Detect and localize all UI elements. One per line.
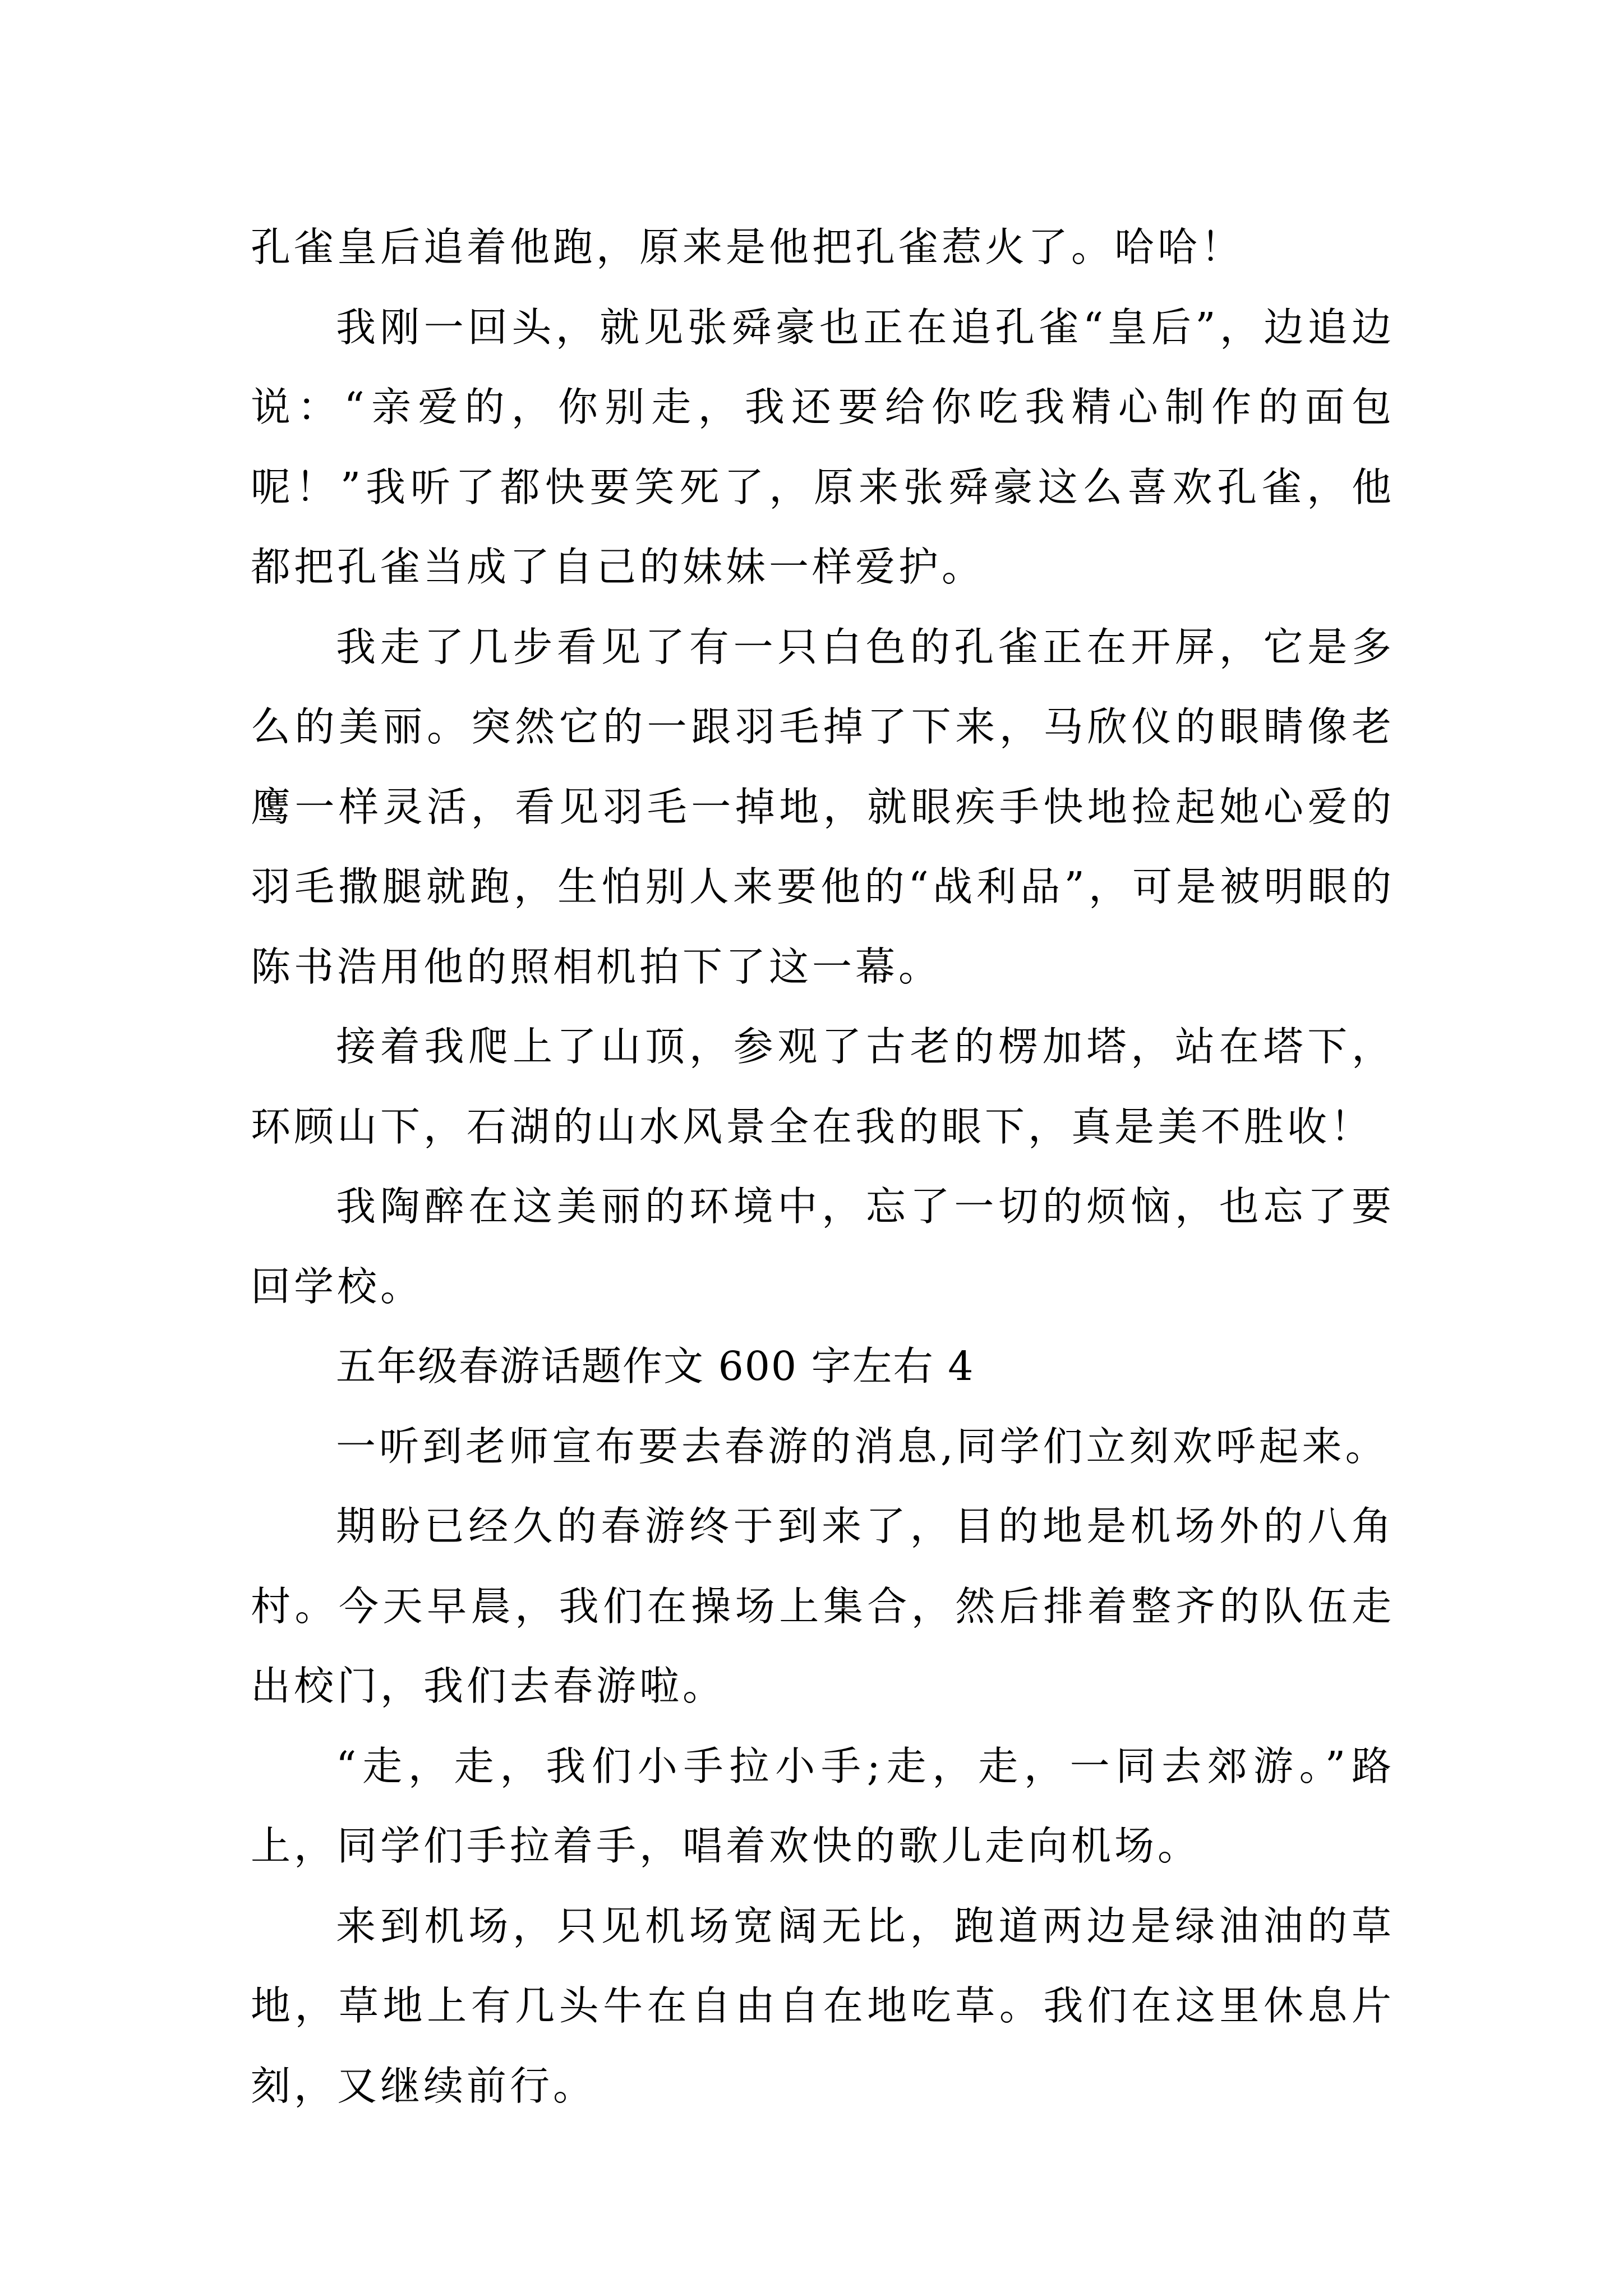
paragraph-1: 孔雀皇后追着他跑，原来是他把孔雀惹火了。哈哈！ (251, 224, 1244, 270)
paragraph-7: 期盼已经久的春游终于到来了，目的地是机场外的八角村。今天早晨，我们在操场上集合，然后排着整齐的队伍走出校门，我们去春游啦。 (251, 1503, 1395, 1709)
paragraph-6: 一听到老师宣布要去春游的消息,同学们立刻欢呼起来。 (336, 1423, 1389, 1470)
paragraph-3: 我走了几步看见了有一只白色的孔雀正在开屏，它是多么的美丽。突然它的一跟羽毛掉了下来，马欣仪的眼睛像老鹰一样灵活，看见羽毛一掉地，就眼疾手快地捡起她心爱的羽毛撒腿就跑，生怕别人来要他的“战利品”，可是被明眼的陈书浩用他的照相机拍下了这一幕。 (251, 623, 1395, 990)
paragraph-5: 我陶醉在这美丽的环境中，忘了一切的烦恼，也忘了要回学校。 (251, 1183, 1395, 1310)
essay-heading: 五年级春游话题作文 600 字左右 4 (336, 1343, 975, 1389)
paragraph-9: 来到机场，只见机场宽阔无比，跑道两边是绿油油的草地，草地上有几头牛在自由自在地吃草。我们在这里休息片刻，又继续前行。 (251, 1902, 1395, 2109)
paragraph-8: “走，走，我们小手拉小手;走，走，一同去郊游。”路上，同学们手拉着手，唱着欢快的歌儿走向机场。 (251, 1742, 1395, 1869)
article-body (251, 208, 1395, 2126)
paragraph-4: 接着我爬上了山顶，参观了古老的楞加塔，站在塔下，环顾山下，石湖的山水风景全在我的眼下，真是美不胜收！ (251, 1023, 1395, 1150)
paragraph-2: 我刚一回头，就见张舜豪也正在追孔雀“皇后”，边追边说：“亲爱的，你别走，我还要给你吃我精心制作的面包呢！”我听了都快要笑死了，原来张舜豪这么喜欢孔雀，他都把孔雀当成了自己的妹妹一样爱护。 (251, 303, 1395, 590)
